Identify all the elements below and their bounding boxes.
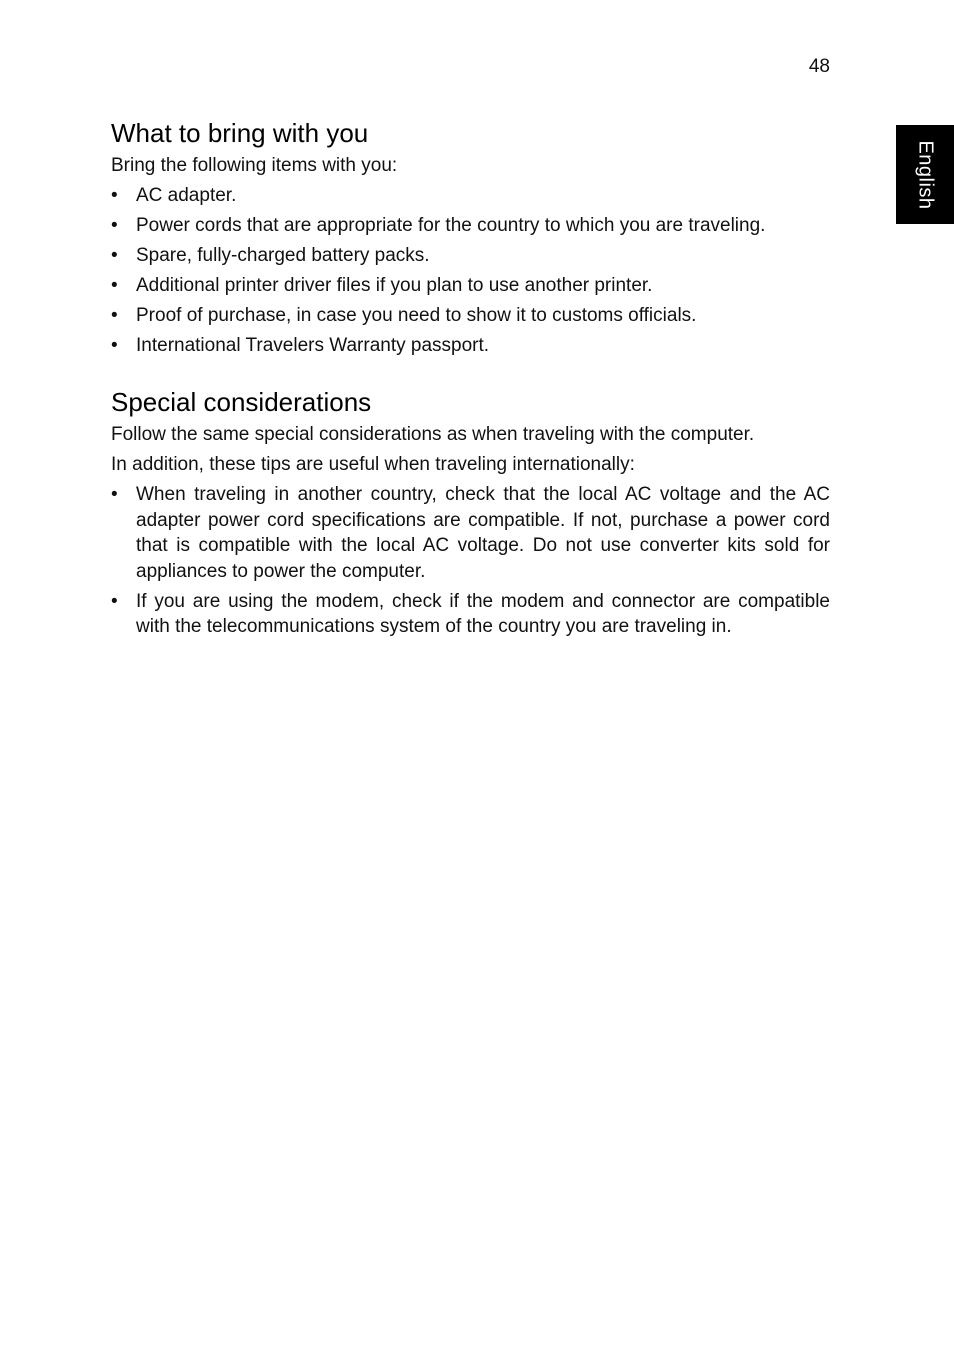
language-tab-label: English [914,139,937,210]
section-paragraph: In addition, these tips are useful when traveling internationally: [111,454,635,475]
list-item-text: When traveling in another country, check that the local AC voltage and the AC adapter power cord specifications are compatible. If not, purchase a power cord that is compatible with the local AC voltage. Do not use converter kits sold for appliances to power the computer. [136,484,830,582]
section-paragraph: Follow the same special considerations as when traveling with the computer. [111,424,755,445]
bullet-icon: • [111,484,118,505]
list-item [111,181,830,211]
list-item [111,587,830,643]
list-item [111,301,830,331]
language-tab [896,125,954,224]
section-title: What to bring with you [111,118,369,148]
bullet-icon: • [111,275,118,296]
bullet-icon: • [111,185,118,206]
special-items-list [111,480,830,642]
bullet-icon: • [111,245,118,266]
list-item-text: AC adapter. [136,185,237,206]
list-item [111,480,830,587]
list-item-text: If you are using the modem, check if the modem and connector are compatible with the telecommunications system of the country you are traveling in. [136,590,830,637]
list-item [111,271,830,301]
bullet-icon: • [111,335,118,356]
list-item-text: Additional printer driver files if you plan to use another printer. [136,275,653,296]
section-special-considerations [111,384,830,642]
page-number: 48 [808,56,830,77]
list-item [111,211,830,241]
bullet-icon: • [111,305,118,326]
list-item-text: Power cords that are appropriate for the country to which you are traveling. [136,215,766,236]
list-item [111,241,830,271]
bring-items-list [111,181,830,361]
list-item-text: International Travelers Warranty passport. [136,335,490,356]
list-item-text: Proof of purchase, in case you need to show it to customs officials. [136,305,697,326]
section-intro: Bring the following items with you: [111,155,398,176]
list-item-text: Spare, fully-charged battery packs. [136,245,430,266]
section-what-to-bring [111,115,830,361]
bullet-icon: • [111,215,118,236]
list-item [111,331,830,361]
bullet-icon: • [111,590,118,612]
section-title: Special considerations [111,387,372,417]
